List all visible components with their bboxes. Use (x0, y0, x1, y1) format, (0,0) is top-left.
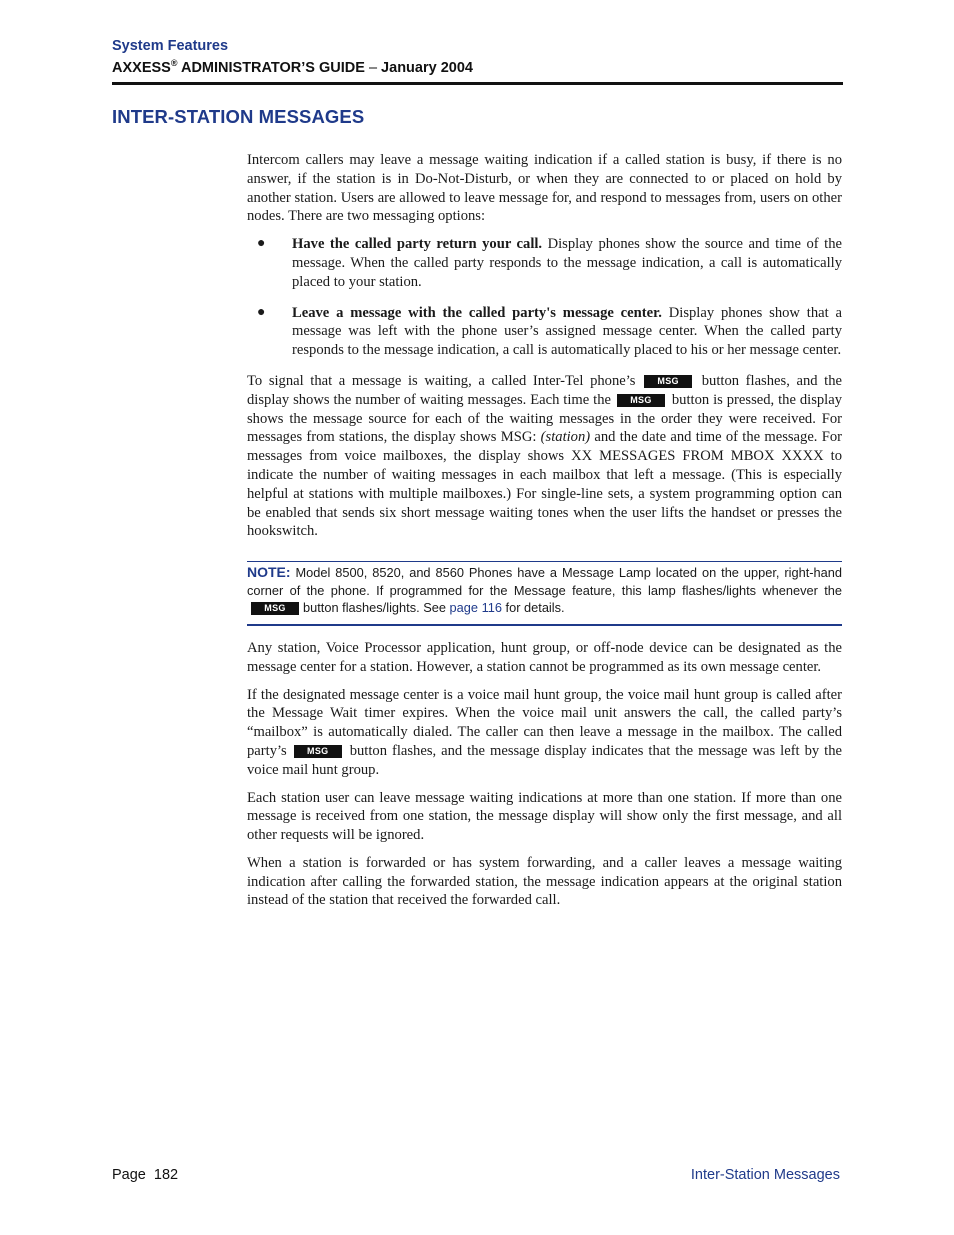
bullet-icon: ● (257, 236, 266, 252)
bullet-icon: ● (257, 304, 266, 320)
note-text-b: button flashes/lights. See (303, 600, 450, 616)
list-item (247, 235, 842, 291)
list-item (247, 304, 842, 360)
note-text-c: for details. (501, 600, 565, 616)
messaging-options-list (247, 235, 842, 360)
msg-key-icon: MSG (294, 745, 342, 758)
voicemail-text-a: If the designated message center is a voice mail hunt group, the voice mail hunt group is called after the Message Wait timer expires. When the voice mail unit answers the call, the called party’s “mailbox” is automatically dialed. The caller can then leave a message in the mailbox. The called party’s (247, 686, 842, 759)
intro-paragraph: Intercom callers may leave a message waiting indication if a called station is busy, if there is no answer, if the station is in Do-Not-Disturb, or when they are connected to or placed on hold by another station. Users are allowed to leave message for, and respond to messages from, users on other nodes. There are two messaging options: (247, 152, 842, 225)
signal-text-b: button flashes, and the display shows the number of waiting messages. Each time the (247, 372, 842, 408)
signal-paragraph (247, 372, 842, 541)
note-text-a: Model 8500, 8520, and 8560 Phones have a Message Lamp located on the upper, right-hand corner of the phone. If programmed for the Message feature, this lamp flashes/lights whenever the (247, 565, 842, 598)
bullet-lead: Have the called party return your call. (292, 236, 543, 253)
registered-mark: ® (170, 58, 178, 68)
note-label: NOTE: (247, 564, 291, 581)
page-number: Page 182 (112, 1167, 179, 1183)
voicemail-paragraph (247, 686, 842, 780)
signal-text-d: and the date and time of the message. For messages from voice mailboxes, the display shows XX MESSAGES FROM MBOX XXXX to indicate the number of waiting messages in each mailbox that left a message. (This is especially helpful at stations with multiple mailboxes.) For single-line sets, a system programming option can be enabled that sends six short message waiting tones when the user lifts the handset or presses the hookswitch. (247, 429, 842, 540)
msg-key-icon: MSG (644, 375, 692, 388)
header-rule (112, 82, 843, 85)
page-link[interactable]: page 116 (449, 600, 502, 616)
forwarding-paragraph: When a station is forwarded or has system forwarding, and a caller leaves a message waiting indication after calling the forwarded station, the message indication appears at the original station instead of the station that received the forwarded call. (247, 854, 842, 909)
guide-date: January 2004 (377, 60, 473, 76)
msg-key-icon: MSG (617, 394, 665, 407)
signal-text-a: To signal that a message is waiting, a called Inter-Tel phone’s (247, 372, 636, 389)
body-column (247, 151, 842, 919)
signal-text-c: button is pressed, the display shows the message source for each of the waiting messages in the order they were received. For messages from stations, the display shows MSG: (247, 391, 843, 446)
message-center-paragraph: Any station, Voice Processor application, hunt group, or off-node device can be designated as the message center for a station. However, a station cannot be programmed as its own message center. (247, 639, 842, 675)
guide-brand: AXXESS (112, 60, 171, 76)
bullet-text: Display phones show the source and time of the message. When the called party responds to the message indication, a call is automatically placed to your station. (292, 236, 842, 290)
guide-dash: – (368, 60, 378, 76)
station-variable: (station) (540, 429, 591, 446)
running-header-guide (112, 60, 473, 76)
msg-key-icon: MSG (251, 602, 299, 615)
guide-title: ADMINISTRATOR’S GUIDE (177, 60, 369, 76)
multiple-stations-paragraph: Each station user can leave message waiting indications at more than one station. If more than one message is received from one station, the message display will show only the first message, and all other requests will be ignored. (247, 789, 842, 844)
footer-section-link[interactable]: Inter-Station Messages (690, 1167, 840, 1183)
bullet-lead: Leave a message with the called party's message center. (292, 304, 662, 321)
note-box (247, 561, 842, 626)
bullet-text: Display phones show that a message was left with the phone user’s assigned message center. When the called party responds to the message indication, a call is automatically placed to his or her message center. (292, 304, 842, 359)
voicemail-text-b: button flashes, and the message display indicates that the message was left by the voice mail hunt group. (247, 742, 842, 778)
page-title: INTER-STATION MESSAGES (112, 106, 365, 127)
running-header-section: System Features (112, 38, 229, 54)
